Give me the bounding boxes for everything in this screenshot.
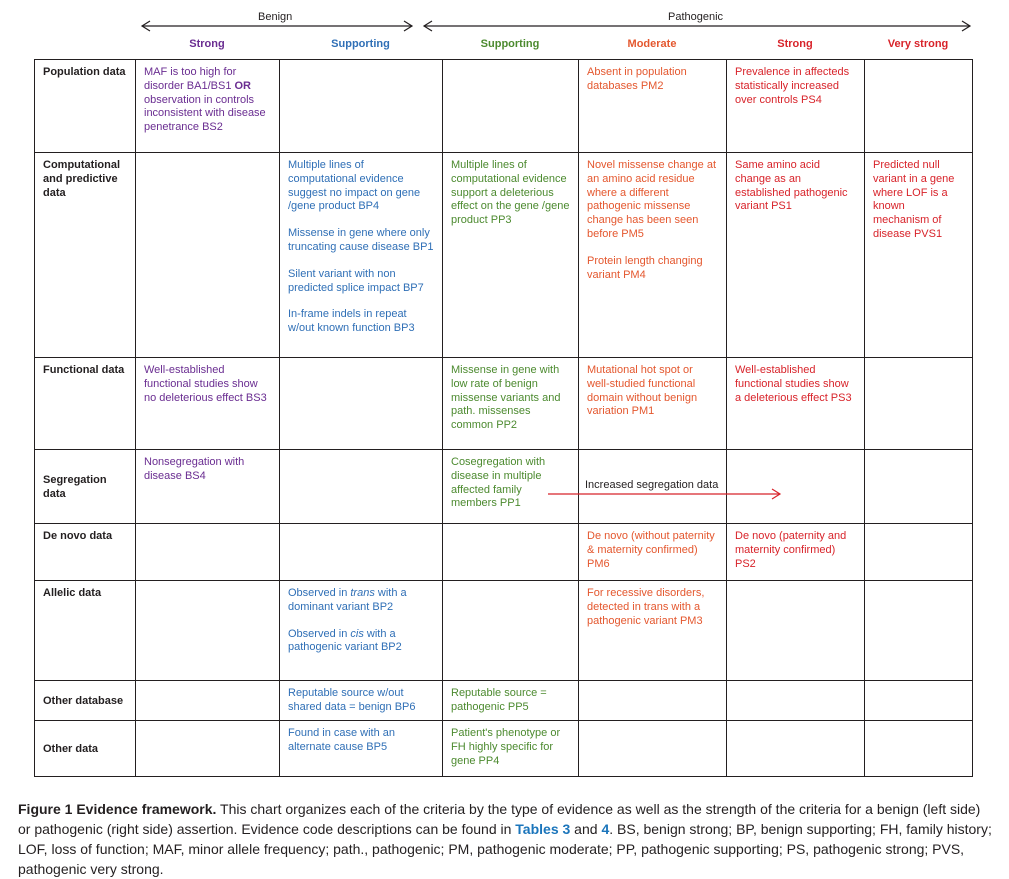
cell-otherdb-pm <box>579 681 727 721</box>
cell-population-ps: Prevalence in affecteds statistically increased over controls PS4 <box>727 60 865 153</box>
row-label-denovo: De novo data <box>35 524 136 581</box>
row-label-allelic: Allelic data <box>35 581 136 681</box>
cell-allelic-bs <box>136 581 280 681</box>
text-pm4: Protein length changing variant PM4 <box>587 254 703 281</box>
row-label-computational: Computational and predictive data <box>35 153 136 358</box>
cell-otherdata-pvs <box>865 721 973 777</box>
cell-otherdata-ps <box>727 721 865 777</box>
col-header-pathogenic-very-strong: Very strong <box>887 38 949 50</box>
cell-otherdata-bp: Found in case with an alternate cause BP5 <box>280 721 443 777</box>
evidence-grid <box>34 59 973 777</box>
cell-denovo-pvs <box>865 524 973 581</box>
text-or: OR <box>234 79 251 92</box>
cell-allelic-pp <box>443 581 579 681</box>
text-bs1: MAF is too high for disorder BA1/BS1 <box>144 66 237 92</box>
cell-computational-pm <box>579 153 727 358</box>
row-label-functional: Functional data <box>35 358 136 450</box>
text-bp4: Multiple lines of computational evidence suggest no impact on gene /gene product BP4 <box>288 159 421 213</box>
row-functional <box>35 358 973 450</box>
cell-population-pm: Absent in population databases PM2 <box>579 60 727 153</box>
text-bp2-trans: Observed in trans with a dominant variant BP2 <box>288 587 407 613</box>
cell-otherdata-pm <box>579 721 727 777</box>
caption-title: Figure 1 Evidence framework. <box>18 801 217 817</box>
text-bp3: In-frame indels in repeat w/out known function BP3 <box>288 308 415 335</box>
cell-population-pp <box>443 60 579 153</box>
cell-otherdb-pvs <box>865 681 973 721</box>
increased-segregation-label: Increased segregation data <box>585 479 719 491</box>
cell-functional-bp <box>280 358 443 450</box>
cell-denovo-ps: De novo (paternity and maternity confirmed) PS2 <box>727 524 865 581</box>
text-pm5: Novel missense change at an amino acid residue where a different pathogenic missense change has been seen before PM5 <box>587 159 717 240</box>
cell-segregation-bs: Nonsegregation with disease BS4 <box>136 450 280 524</box>
cell-computational-ps: Same amino acid change as an established pathogenic variant PS1 <box>727 153 865 358</box>
row-population <box>35 60 973 153</box>
col-header-benign-supporting: Supporting <box>331 38 390 50</box>
cell-denovo-bp <box>280 524 443 581</box>
cell-allelic-bp <box>280 581 443 681</box>
cell-allelic-ps <box>727 581 865 681</box>
cell-allelic-pm: For recessive disorders, detected in trans with a pathogenic variant PM3 <box>579 581 727 681</box>
cell-population-bs <box>136 60 280 153</box>
caption-text-2: . BS, benign strong; BP, benign supporting; FH, family history; LOF, loss of function; MAF, minor allele frequency; path., pathogenic; PM, pathogenic moderate; PP, pathogenic supporting; PS, pathogenic strong; PVS, pathogenic very strong. <box>18 821 992 877</box>
benign-label: Benign <box>258 11 293 23</box>
cell-computational-pvs: Predicted null variant in a gene where LOF is a known mechanism of disease PVS1 <box>865 153 973 358</box>
row-segregation <box>35 450 973 524</box>
cell-computational-bp <box>280 153 443 358</box>
row-label-segregation: Segregation data <box>35 450 136 524</box>
direction-arrows <box>0 0 1009 60</box>
cell-denovo-bs <box>136 524 280 581</box>
row-otherdb <box>35 681 973 721</box>
row-label-population: Population data <box>35 60 136 153</box>
row-label-otherdb: Other database <box>35 681 136 721</box>
text-bp7: Silent variant with non predicted splice impact BP7 <box>288 267 424 294</box>
pathogenic-label: Pathogenic <box>668 11 724 23</box>
col-header-pathogenic-moderate: Moderate <box>627 38 677 50</box>
col-header-pathogenic-supporting: Supporting <box>480 38 540 50</box>
cell-denovo-pp <box>443 524 579 581</box>
cell-functional-pvs <box>865 358 973 450</box>
cell-denovo-pm: De novo (without paternity & maternity confirmed) PM6 <box>579 524 727 581</box>
text-bp1: Missense in gene where only truncating cause disease BP1 <box>288 227 434 253</box>
caption-text-1: This chart organizes each of the criteria by the type of evidence as well as the strength of the criteria for a benign (left side) or pathogenic (right side) assertion. Evidence code descriptions can be found in <box>18 801 981 837</box>
cell-allelic-pvs <box>865 581 973 681</box>
caption-text-and: and <box>570 821 602 837</box>
row-label-otherdata: Other data <box>35 721 136 777</box>
cell-otherdb-bs <box>136 681 280 721</box>
row-computational <box>35 153 973 358</box>
figure-caption <box>18 799 993 879</box>
row-otherdata <box>35 721 973 777</box>
cell-population-bp <box>280 60 443 153</box>
row-allelic <box>35 581 973 681</box>
caption-table-4-link[interactable]: 4 <box>601 821 610 837</box>
cell-computational-pp: Multiple lines of computational evidence support a deleterious effect on the gene /gene product PP3 <box>443 153 579 358</box>
cell-segregation-pvs <box>865 450 973 524</box>
cell-functional-pp: Missense in gene with low rate of benign missense variants and path. missenses common PP2 <box>443 358 579 450</box>
cell-segregation-pp: Cosegregation with disease in multiple affected family members PP1 <box>443 450 579 524</box>
col-header-pathogenic-strong: Strong <box>777 38 813 50</box>
cell-otherdb-ps <box>727 681 865 721</box>
cell-computational-bs <box>136 153 280 358</box>
caption-table-3-link[interactable]: Tables 3 <box>515 821 571 837</box>
cell-functional-pm: Mutational hot spot or well-studied functional domain without benign variation PM1 <box>579 358 727 450</box>
cell-otherdata-pp: Patient's phenotype or FH highly specific for gene PP4 <box>443 721 579 777</box>
cell-segregation-bp <box>280 450 443 524</box>
col-header-benign-strong: Strong <box>189 38 225 50</box>
cell-otherdata-bs <box>136 721 280 777</box>
cell-otherdb-bp: Reputable source w/out shared data = benign BP6 <box>280 681 443 721</box>
row-denovo <box>35 524 973 581</box>
text-bs2: observation in controls inconsistent with disease penetrance BS2 <box>144 93 266 134</box>
text-bp2-cis: Observed in cis with a pathogenic variant BP2 <box>288 627 402 654</box>
cell-functional-bs: Well-established functional studies show no deleterious effect BS3 <box>136 358 280 450</box>
cell-population-pvs <box>865 60 973 153</box>
cell-functional-ps: Well-established functional studies show a deleterious effect PS3 <box>727 358 865 450</box>
cell-otherdb-pp: Reputable source = pathogenic PP5 <box>443 681 579 721</box>
